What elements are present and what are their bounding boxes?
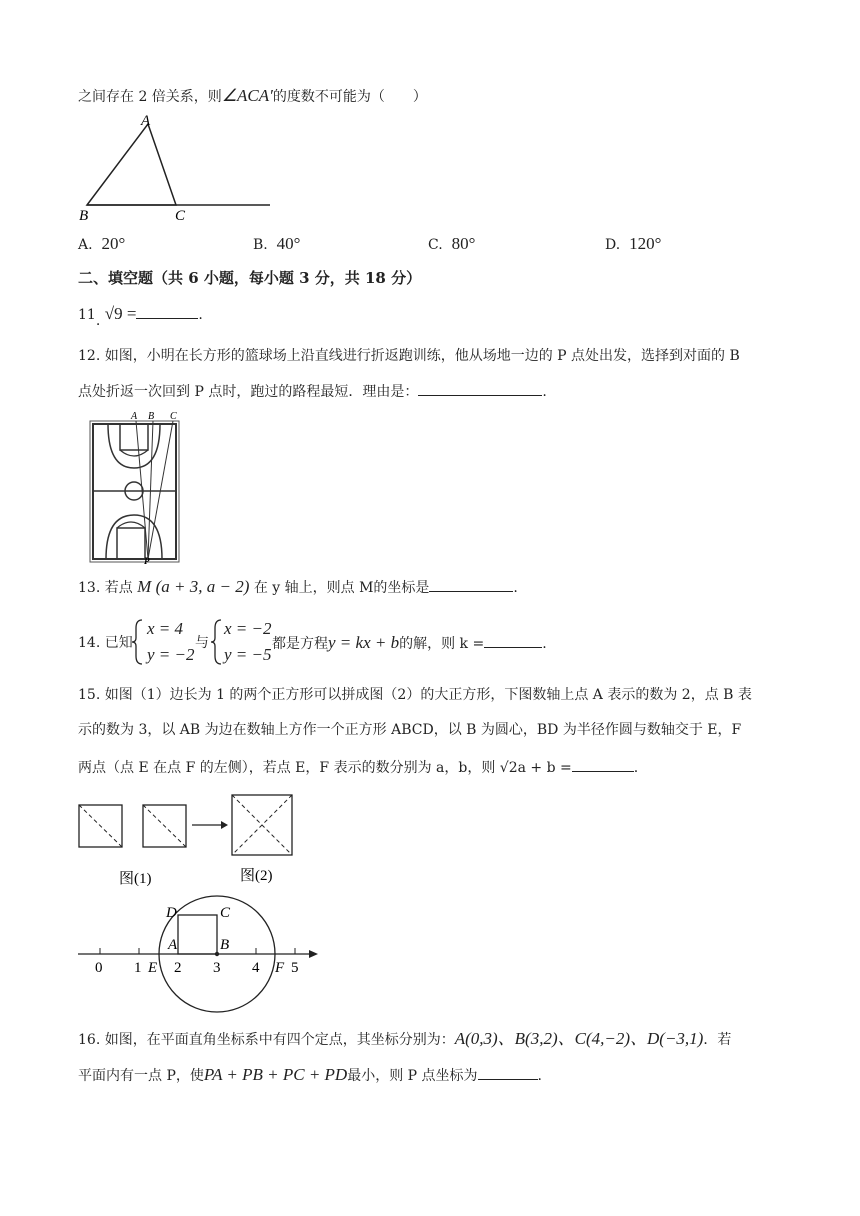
fig1-caption: 图(1)	[119, 871, 152, 887]
q13-pre: 13. 若点	[78, 580, 133, 596]
q16-line2-post: 最小，则 P 点坐标为	[347, 1068, 478, 1084]
option-value: 80°	[451, 234, 476, 253]
point-b-dot	[215, 952, 219, 956]
q13: 13. 若点 M (a + 3, a − 2) 在 y 轴上，则点 M的坐标是 .	[78, 577, 518, 596]
option-a[interactable]	[78, 234, 125, 254]
q12-answer-blank[interactable]	[418, 381, 542, 396]
q14-system2-top: x = −2	[224, 619, 272, 638]
label-b: B	[79, 208, 89, 224]
arrow-head	[221, 821, 228, 829]
q13-answer-blank[interactable]	[429, 577, 513, 592]
q11-dot: .	[95, 313, 101, 329]
court-label-p: P	[144, 556, 150, 564]
q11-number: 11	[78, 307, 96, 323]
option-letter: A.	[78, 237, 93, 253]
q14-equation: y = kx + b	[328, 633, 400, 652]
triangle-abc	[87, 124, 176, 205]
top-key-arc	[120, 450, 148, 456]
q14-brace-1	[131, 618, 145, 666]
point-label-b: B	[220, 937, 230, 953]
q12-line2: 点处折返一次回到 P 点时，跑过的路程最短．理由是： .	[78, 381, 547, 402]
q10-text-post: 的度数不可能为（ ）	[272, 89, 427, 105]
q14-system1-bottom: y = −2	[147, 645, 195, 664]
tick-label-f: F	[275, 960, 285, 976]
small-square-1-diagonal	[79, 805, 122, 847]
q12-line1: 12. 如图，小明在长方形的篮球场上沿直线进行折返跑训练，他从场地一边的 P 点处出发，选择到对面的 B	[78, 348, 740, 364]
court-label-a: A	[131, 411, 138, 422]
q16-line1	[78, 1029, 731, 1050]
tick-label-e: E	[148, 960, 158, 976]
option-value: 120°	[629, 234, 662, 253]
path-pa	[136, 421, 148, 559]
q11-expression: √9 =	[104, 304, 137, 323]
q16-line2: 平面内有一点 P，使PA + PB + PC + PD最小，则 P 点坐标为 .	[78, 1065, 542, 1084]
option-c[interactable]	[428, 234, 475, 254]
point-label-c: C	[220, 905, 231, 921]
q14-post2: 的解，则 k =	[399, 636, 485, 652]
q14-system2-bottom: y = −5	[224, 645, 272, 664]
q14-brace-2	[210, 618, 224, 666]
option-letter: D.	[605, 237, 621, 253]
tick-label-3: 3	[213, 960, 221, 976]
q16-answer-blank[interactable]	[478, 1065, 538, 1080]
top-key	[120, 424, 148, 450]
q10-text	[78, 86, 427, 107]
q15-answer-blank[interactable]	[572, 757, 634, 772]
bottom-key	[117, 528, 145, 559]
label-a: A	[141, 113, 151, 129]
q16-coordinates: A(0,3)、B(3,2)、C(4,−2)、D(−3,1)	[454, 1029, 704, 1048]
bottom-key-arc	[117, 522, 145, 528]
court-label-c: C	[170, 411, 177, 422]
basketball-court-figure	[86, 410, 182, 564]
small-square-2-diagonal	[143, 805, 186, 847]
tick-label-5: 5	[291, 960, 299, 976]
fig2-caption: 图(2)	[240, 868, 273, 884]
court-label-b: B	[148, 411, 155, 422]
q14-post1: 都是方程	[272, 636, 328, 652]
q14-mid: 与	[195, 635, 209, 651]
q16-line1-pre: 16. 如图，在平面直角坐标系中有四个定点，其坐标分别为：	[78, 1032, 455, 1048]
option-letter: C.	[428, 237, 443, 253]
label-c: C	[175, 208, 186, 224]
q14-system1-top: x = 4	[147, 619, 184, 638]
option-value: 40°	[276, 234, 301, 253]
q16-line2-pre: 平面内有一点 P，使	[78, 1068, 204, 1084]
tick-label-0: 0	[95, 960, 103, 976]
square-abcd	[178, 915, 217, 954]
tick-label-4: 4	[252, 960, 260, 976]
q13-post: 在 y 轴上，则点 M的坐标是	[253, 580, 430, 596]
point-label-a: A	[168, 937, 178, 953]
q15-line3: 两点（点 E 在点 F 的左侧），若点 E，F 表示的数分别为 a，b，则 √2a + b = .	[78, 757, 638, 778]
q14-pre: 14. 已知	[78, 635, 133, 651]
q11: 11. √9 = .	[78, 304, 203, 329]
q14-post: 都是方程y = kx + b的解，则 k = .	[272, 633, 547, 652]
q16-expression: PA + PB + PC + PD	[203, 1065, 348, 1084]
bottom-three-point-arc	[106, 515, 162, 559]
number-line-arrow	[309, 950, 318, 958]
option-d[interactable]	[605, 234, 661, 254]
q10-triangle-figure	[78, 112, 278, 224]
q15-squares-figure	[75, 790, 315, 894]
option-b[interactable]	[253, 234, 300, 254]
q13-point: M (a + 3, a − 2)	[137, 577, 250, 596]
q12-line2-text: 点处折返一次回到 P 点时，跑过的路程最短．理由是：	[78, 384, 419, 400]
section-heading: 二、填空题（共 6 小题，每小题 3 分，共 18 分）	[78, 269, 422, 287]
q15-line2: 示的数为 3，以 AB 为边在数轴上方作一个正方形 ABCD，以 B 为圆心，BD 为半径作圆与数轴交于 E，F	[78, 722, 742, 738]
q15-number-line-figure	[75, 895, 335, 1020]
q16-line1-post: ．若	[703, 1032, 732, 1048]
q15-line3-text: 两点（点 E 在点 F 的左侧），若点 E，F 表示的数分别为 a，b，则 √2a + b =	[78, 760, 572, 776]
q14-answer-blank[interactable]	[484, 633, 542, 648]
q10-text-pre: 之间存在 2 倍关系，则	[78, 89, 222, 105]
tick-label-1: 1	[134, 960, 142, 976]
option-letter: B.	[253, 237, 268, 253]
point-label-d: D	[166, 905, 177, 921]
option-value: 20°	[101, 234, 126, 253]
tick-label-2: 2	[174, 960, 182, 976]
q11-answer-blank[interactable]	[136, 304, 198, 319]
q15-line1: 15. 如图（1）边长为 1 的两个正方形可以拼成图（2）的大正方形，下图数轴上点 A 表示的数为 2，点 B 表	[78, 687, 752, 703]
q10-angle: ∠ACA′	[221, 86, 273, 105]
